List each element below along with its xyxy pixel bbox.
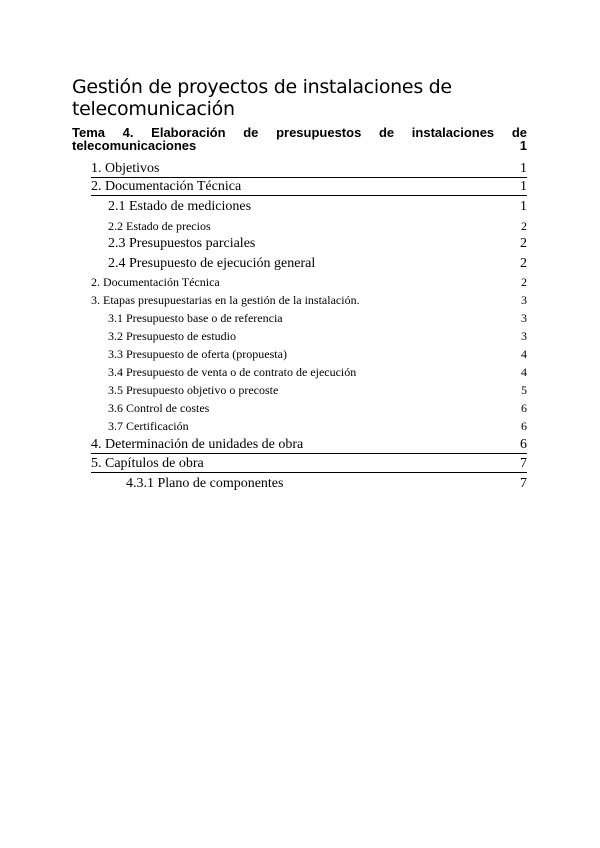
- toc-entry-label: 5. Capítulos de obra: [91, 456, 204, 471]
- toc-entry-label: 2.3 Presupuestos parciales: [108, 236, 256, 251]
- toc-entry[interactable]: [126, 476, 527, 492]
- toc-entry-page: 2: [520, 236, 527, 251]
- toc-heading-word: 4.: [122, 125, 134, 140]
- toc-entry[interactable]: [91, 179, 527, 196]
- toc-entry-page: 2: [521, 219, 527, 233]
- toc-entry-label: 3.5 Presupuesto objetivo o precoste: [108, 383, 279, 397]
- toc-entry[interactable]: [108, 219, 527, 233]
- toc-entry[interactable]: [108, 419, 527, 433]
- toc-entry-page: 6: [521, 401, 527, 415]
- toc-heading-word: instalaciones: [411, 125, 495, 140]
- toc-entry-label: 2.4 Presupuesto de ejecución general: [108, 256, 316, 271]
- toc-entry-label: 3.1 Presupuesto base o de referencia: [108, 311, 283, 325]
- toc-entry[interactable]: [108, 365, 527, 379]
- toc-heading-word: Elaboración: [151, 125, 226, 140]
- toc-entry-page: 3: [521, 311, 527, 325]
- toc-heading-word: de: [378, 125, 395, 140]
- toc-entry-page: 3: [521, 293, 527, 307]
- toc-entry-label: 3.2 Presupuesto de estudio: [108, 329, 236, 343]
- toc-entry-label: 4. Determinación de unidades de obra: [91, 437, 304, 452]
- toc-entry[interactable]: [108, 383, 527, 397]
- toc-entry-page: 5: [521, 383, 527, 397]
- toc-entry-page: 6: [521, 419, 527, 433]
- toc-entry-page: 1: [520, 179, 527, 194]
- toc-entry-page: 2: [520, 256, 527, 271]
- toc-entry[interactable]: [91, 437, 527, 454]
- toc-entry-page: 4: [521, 347, 527, 361]
- toc-entry[interactable]: [108, 329, 527, 343]
- toc-entry-label: 2.1 Estado de mediciones: [108, 199, 252, 214]
- toc-heading-word: de: [243, 125, 259, 140]
- toc-entry[interactable]: [108, 199, 527, 215]
- toc-entry-label: 3.4 Presupuesto de venta o de contrato de ejecución: [108, 365, 357, 379]
- toc-entry[interactable]: [91, 161, 527, 178]
- toc-heading-text: telecomunicaciones: [72, 138, 197, 153]
- toc-entry-label: 2. Documentación Técnica: [91, 179, 242, 194]
- toc-entry[interactable]: [108, 311, 527, 325]
- toc-heading-word: Tema: [72, 125, 105, 140]
- toc-entry[interactable]: [108, 401, 527, 415]
- toc-entry-page: 3: [521, 329, 527, 343]
- toc-entry-label: 3.7 Certificación: [108, 419, 189, 433]
- page-title: Gestión de proyectos de instalaciones de telecomunicación: [72, 76, 452, 120]
- toc-entry[interactable]: [91, 293, 527, 307]
- toc-heading-word: presupuestos: [276, 125, 362, 140]
- toc-entry[interactable]: [108, 236, 527, 252]
- toc-entry-label: 4.3.1 Plano de componentes: [126, 476, 284, 491]
- toc-heading-page: 1: [519, 138, 527, 153]
- toc-heading: [72, 126, 527, 152]
- toc-entry-label: 3.6 Control de costes: [108, 401, 210, 415]
- toc-entry-page: 4: [521, 365, 527, 379]
- toc-entry-label: 1. Objetivos: [91, 161, 160, 176]
- toc-entry-page: 1: [520, 161, 527, 176]
- toc-entry[interactable]: [91, 275, 527, 289]
- toc-heading-word: de: [511, 125, 527, 140]
- toc-entry-page: 1: [520, 199, 527, 214]
- toc-entry-page: 7: [520, 476, 527, 491]
- toc-entry-label: 2.2 Estado de precios: [108, 219, 211, 233]
- toc-entry-page: 2: [521, 275, 527, 289]
- toc-entry-page: 7: [520, 456, 527, 471]
- toc-entry[interactable]: [91, 456, 527, 473]
- toc-entry-label: 2. Documentación Técnica: [91, 275, 220, 289]
- toc-entry-label: 3. Etapas presupuestarias en la gestión de la instalación.: [91, 293, 360, 307]
- toc-entry-label: 3.3 Presupuesto de oferta (propuesta): [108, 347, 287, 361]
- toc-entry-page: 6: [520, 437, 527, 452]
- toc-entry[interactable]: [108, 256, 527, 272]
- toc-entry[interactable]: [108, 347, 527, 361]
